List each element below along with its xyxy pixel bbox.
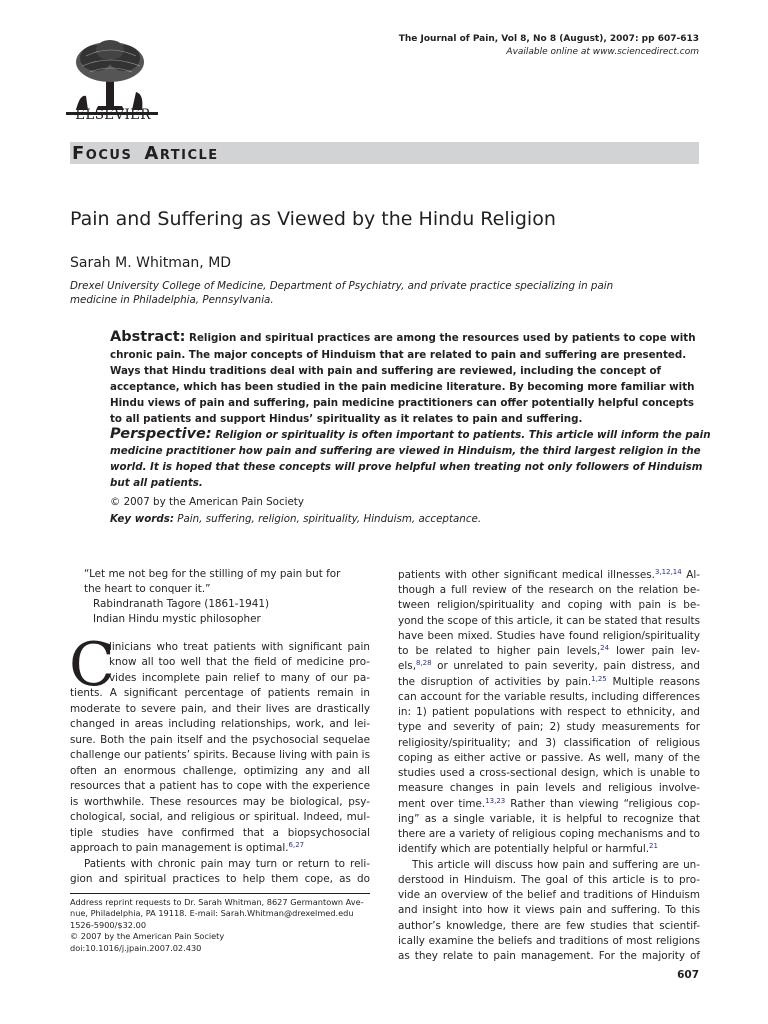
article-title: Pain and Suffering as Viewed by the Hindu Religion (70, 208, 556, 230)
body-line: can account for the variable results, including differences (398, 691, 700, 703)
citation[interactable]: 6,27 (288, 841, 305, 849)
citation[interactable]: 13,23 (485, 797, 506, 805)
footnote-line: 1526-5900/$32.00 (70, 920, 147, 930)
epigraph-role: Indian Hindu mystic philosopher (93, 613, 261, 625)
body-line: gion and spiritual practices to help them cope, as do (70, 873, 370, 885)
body-line: the disruption of activities by pain.$^{1,25}$ Multiple reasons (398, 675, 700, 688)
abstract-line: Hindu views of pain and suffering, pain medicine practitioners can offer potentially helpful concepts (110, 397, 695, 409)
body-line: resources that a patient has to cope with the experience (70, 780, 370, 792)
abstract-line: chronic pain. The major concepts of Hinduism that are related to pain and suffering are presented. (110, 349, 687, 361)
body-line: identify which are potentially helpful or harmful.$^{21}$ (398, 842, 658, 855)
footnote-line: nue, Philadelphia, PA 19118. E-mail: Sarah.Whitman@drexelmed.edu (70, 908, 354, 918)
epigraph-attribution: Rabindranath Tagore (1861-1941) (93, 598, 270, 610)
drop-cap: C (69, 630, 115, 700)
body-line: though a full review of the research on the relation be- (398, 584, 700, 596)
body-line: vides incomplete pain relief to many of our pa- (109, 672, 370, 684)
body-line: to be related to higher pain levels,$^{24}$ lower pain lev- (398, 644, 700, 657)
body-line: Patients with chronic pain may turn or return to reli- (84, 858, 370, 870)
abstract-first-line: Abstract: Religion and spiritual practices are among the resources used by patients to cope with (110, 329, 696, 345)
epigraph-line: “Let me not beg for the stilling of my pain but for (84, 568, 341, 580)
available-online-note: Available online at www.sciencedirect.com (506, 47, 699, 57)
affiliation-line: Drexel University College of Medicine, Department of Psychiatry, and private practice specializing in pain (70, 280, 614, 292)
body-line: as they relate to pain management. For the majority of (398, 950, 700, 962)
affiliation-line: medicine in Philadelphia, Pennsylvania. (70, 294, 274, 306)
citation[interactable]: 24 (600, 644, 610, 652)
body-line: This article will discuss how pain and suffering are un- (412, 859, 700, 871)
body-line: there are a variety of religious coping mechanisms and to (398, 828, 700, 840)
body-line: tiple studies have confirmed that a biopsychosocial (70, 827, 370, 839)
body-line: is worthwhile. These resources may be biological, psy- (70, 796, 370, 808)
body-line: often an enormous challenge, optimizing any and all (70, 765, 370, 777)
body-line: have been mixed. Studies have found religion/spirituality (398, 630, 700, 642)
keywords: Key words: Pain, suffering, religion, spirituality, Hinduism, acceptance. (110, 513, 482, 525)
body-line: ically examine the beliefs and traditions of most religions (398, 935, 700, 947)
body-line: tients. A significant percentage of patients remain in (70, 687, 370, 699)
citation[interactable]: 21 (649, 842, 658, 850)
body-line: chological, social, and religious or spiritual. Indeed, mul- (70, 811, 370, 823)
footnote-line: doi:10.1016/j.jpain.2007.02.430 (70, 943, 202, 953)
abstract-line: Ways that Hindu traditions deal with pain and suffering are reviewed, including the concept of (110, 365, 662, 377)
journal-reference: The Journal of Pain, Vol 8, No 8 (August), 2007: pp 607-613 (398, 34, 699, 44)
footnote-rule (70, 893, 370, 894)
body-line: yond the scope of this article, it can be stated that results (398, 615, 700, 627)
section-label: FOCUS ARTICLE (72, 143, 219, 164)
body-line: coping as either active or passive. As well, many of the (398, 752, 700, 764)
body-line: approach to pain management is optimal.$^{6,27}$ (70, 841, 305, 854)
body-line: changed in areas including relationships, work, and lei- (70, 718, 370, 730)
perspective-first-line: Perspective: Religion or spirituality is often important to patients. This article will inform the pain (110, 426, 711, 442)
page-number: 607 (677, 969, 699, 981)
body-line: type and severity of pain; 2) study measurements for (398, 721, 700, 733)
body-line: know all too well that the field of medicine pro- (109, 656, 370, 668)
author-name: Sarah M. Whitman, MD (70, 255, 232, 271)
perspective-line: world. It is hoped that these concepts will prove helpful when treating not only followers of Hinduism (110, 461, 703, 473)
body-line: patients with other significant medical illnesses.$^{3,12,14}$ Al- (398, 568, 700, 581)
abstract-heading: Abstract: (110, 329, 186, 345)
citation[interactable]: 8,28 (416, 659, 432, 667)
body-line: derstood in Hinduism. The goal of this article is to pro- (398, 874, 700, 886)
epigraph-line: the heart to conquer it.” (84, 583, 211, 595)
abstract-line: acceptance, which has been studied in the pain medicine literature. By becoming more familiar with (110, 381, 695, 393)
body-line: and insight into how it views pain and suffering. To this (398, 904, 700, 916)
body-line: els,$^{8,28}$ or unrelated to pain severity, pain distress, and (398, 659, 700, 672)
body-line: religiosity/spirituality; and 3) classification of religious (398, 737, 700, 749)
publisher-name: ELSEVIER (75, 107, 151, 123)
body-line: measure changes in pain levels and religious involve- (398, 782, 700, 794)
body-line: vide an overview of the belief and traditions of Hinduism (398, 889, 700, 901)
abstract-line: to all patients and support Hindus’ spirituality as it relates to pain and suffering. (110, 413, 583, 425)
body-line: linicians who treat patients with significant pain (109, 641, 370, 653)
body-line: challenge our patients’ spirits. Because living with pain is (70, 749, 370, 761)
citation[interactable]: 1,25 (591, 675, 607, 683)
body-line: ment over time.$^{13,23}$ Rather than viewing “religious cop- (398, 797, 700, 810)
body-line: moderate to severe pain, and their lives are drastically (70, 703, 370, 715)
citation[interactable]: 3,12,14 (654, 568, 682, 576)
copyright: © 2007 by the American Pain Society (110, 496, 304, 508)
body-line: author’s knowledge, there are few studies that scientif- (398, 920, 700, 932)
body-line: sure. Both the pain itself and the psychosocial sequelae (70, 734, 370, 746)
body-line: in: 1) patient populations with respect to ethnicity, and (398, 706, 700, 718)
body-line: tween religion/spirituality and coping with pain is be- (398, 599, 700, 611)
footnote-line: © 2007 by the American Pain Society (70, 931, 225, 941)
perspective-line: but all patients. (110, 477, 203, 489)
perspective-heading: Perspective: (110, 426, 212, 442)
perspective-line: medicine practitioner how pain and suffering are viewed in Hinduism, the third largest religion in the (110, 445, 701, 457)
body-line: studies used a cross-sectional design, which is unable to (398, 767, 700, 779)
body-line: ing” as a single variable, it is helpful to recognize that (398, 813, 700, 825)
footnote-line: Address reprint requests to Dr. Sarah Whitman, 8627 Germantown Ave- (70, 897, 364, 907)
